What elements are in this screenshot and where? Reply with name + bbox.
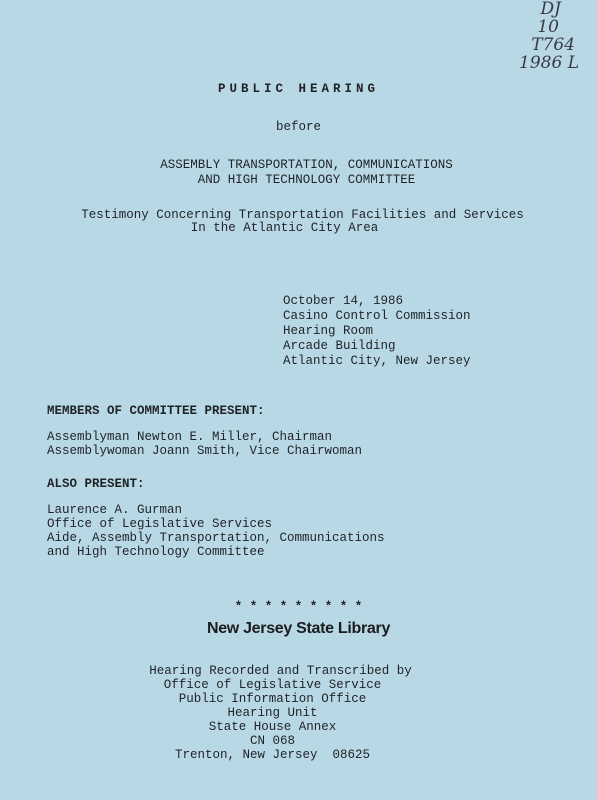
hearing-date: October 14, 1986 <box>283 294 404 308</box>
subject-line: Testimony Concerning Transportation Facilities and Services <box>81 208 524 222</box>
recorded-line: State House Annex <box>208 720 337 734</box>
subject-line: In the Atlantic City Area <box>190 221 379 235</box>
recorded-line: Office of Legislative Service <box>163 678 382 692</box>
recorded-line: CN 068 <box>249 734 295 748</box>
location-line: Atlantic City, New Jersey <box>283 354 471 368</box>
members-heading: MEMBERS OF COMMITTEE PRESENT: <box>47 404 265 418</box>
before-line: before <box>275 120 321 134</box>
member-line: Assemblyman Newton E. Miller, Chairman <box>47 430 333 444</box>
also-present-heading: ALSO PRESENT: <box>47 477 145 491</box>
also-line: and High Technology Committee <box>47 545 265 559</box>
recorded-line: Hearing Recorded and Transcribed by <box>149 664 412 678</box>
library-stamp: New Jersey State Library <box>206 620 391 637</box>
call-line: 10 <box>537 17 559 37</box>
recorded-line: Public Information Office <box>178 692 367 706</box>
location-line: Arcade Building <box>283 339 396 353</box>
member-line: Assemblywoman Joann Smith, Vice Chairwoman <box>47 444 363 458</box>
recorded-line: Trenton, New Jersey 08625 <box>174 748 371 762</box>
location-line: Casino Control Commission <box>283 309 471 323</box>
call-line: T764 <box>531 35 575 55</box>
also-line: Office of Legislative Services <box>47 517 273 531</box>
recorded-line: Hearing Unit <box>227 706 318 720</box>
committee-line: AND HIGH TECHNOLOGY COMMITTEE <box>197 173 416 187</box>
separator-stars: * * * * * * * * * <box>234 600 363 614</box>
call-line: DJ <box>540 0 561 19</box>
committee-line: ASSEMBLY TRANSPORTATION, COMMUNICATIONS <box>160 158 453 172</box>
call-line: 1986 L <box>519 53 579 73</box>
location-line: Hearing Room <box>283 324 374 338</box>
also-line: Aide, Assembly Transportation, Communications <box>47 531 385 545</box>
handwritten-call-number <box>519 0 579 72</box>
also-line: Laurence A. Gurman <box>47 503 183 517</box>
document-title: PUBLIC HEARING <box>217 82 380 96</box>
